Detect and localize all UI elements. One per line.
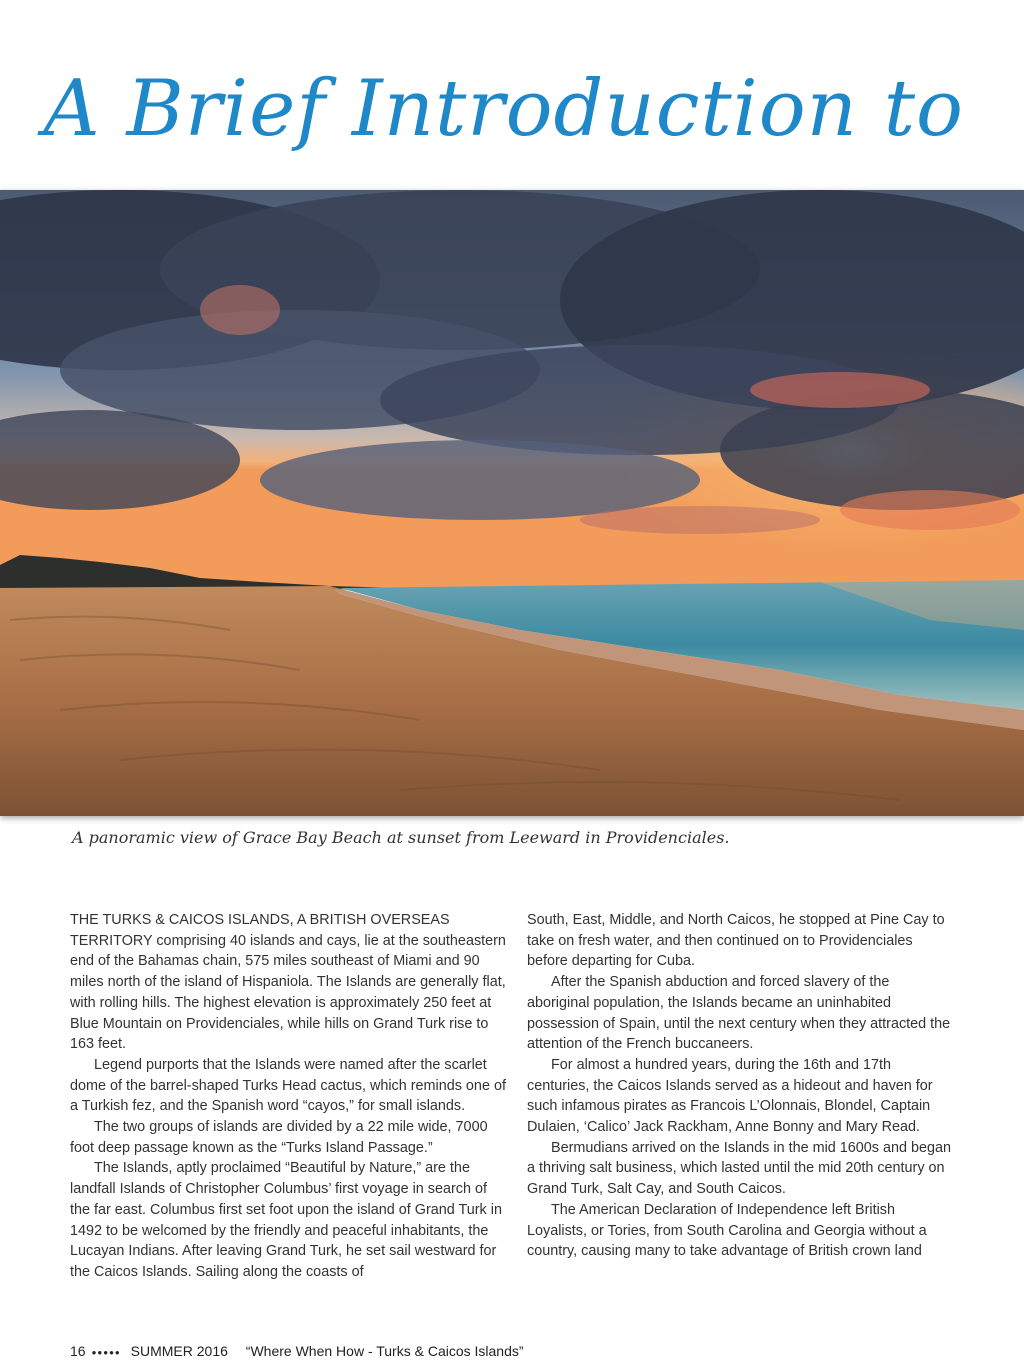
issue-label: SUMMER 2016 bbox=[130, 1343, 228, 1359]
paragraph: Legend purports that the Islands were named after the scarlet dome of the barrel-shaped Turks Head cactus, which reminds one of a Turkish fez, and the Spanish word “cayos,” for small islands. bbox=[70, 1056, 506, 1115]
paragraph: THE TURKS & CAICOS ISLANDS, A BRITISH OVERSEAS TERRITORY comprising 40 islands and cays, lie at the southeastern end of the Bahamas chain, 575 miles southeast of Miami and 90 miles north of the island of Hispaniola. The Islands are generally flat, with rolling hills. The highest elevation is approximately 250 feet at Blue Mountain on Providenciales, while hills on Grand Turk rise to 163 feet. bbox=[70, 912, 506, 1053]
page-footer bbox=[70, 1343, 530, 1359]
separator-dots: ●●●●● bbox=[91, 1347, 121, 1357]
paragraph: For almost a hundred years, during the 16th and 17th centuries, the Caicos Islands served as a hideout and haven for such infamous pirates as Francois L’Olonnais, Blondel, Captain Dulaien, ‘Calico’ Jack Rackham, Anne Bonny and Mary Read. bbox=[527, 1056, 933, 1136]
article-column-right bbox=[527, 910, 953, 1262]
article-column-left bbox=[70, 910, 506, 1283]
paragraph: Bermudians arrived on the Islands in the mid 1600s and began a thriving salt business, which lasted until the mid 20th century on Grand Turk, Salt Cay, and South Caicos. bbox=[527, 1139, 951, 1198]
paragraph: After the Spanish abduction and forced slavery of the aboriginal population, the Islands became an uninhabited possession of Spain, until the next century when they attracted the attention of the French buccaneers. bbox=[527, 974, 951, 1053]
photo-caption: A panoramic view of Grace Bay Beach at sunset from Leeward in Providenciales. bbox=[72, 828, 730, 847]
beach-sunset-photo bbox=[0, 190, 1024, 816]
paragraph: The American Declaration of Independence left British Loyalists, or Tories, from South Carolina and Georgia without a country, causing many to take advantage of British crown land bbox=[527, 1201, 927, 1260]
paragraph: South, East, Middle, and North Caicos, he stopped at Pine Cay to take on fresh water, and then continued on to Providenciales before departing for Cuba. bbox=[527, 912, 945, 970]
paragraph: The Islands, aptly proclaimed “Beautiful by Nature,” are the landfall Islands of Christopher Columbus’ first voyage in search of the far east. Columbus first set foot upon the island of Grand Turk in 1492 to be welcomed by the friendly and peaceful inhabitants, the Lucayan Indians. After leaving Grand Turk, he set sail westward for the Caicos Islands. Sailing along the coasts of bbox=[70, 1160, 502, 1280]
article-title: A Brief Introduction to bbox=[43, 64, 964, 154]
paragraph: The two groups of islands are divided by a 22 mile wide, 7000 foot deep passage known as the “Turks Island Passage.” bbox=[70, 1119, 488, 1156]
page-number: 16 bbox=[70, 1343, 86, 1359]
publication-name: “Where When How - Turks & Caicos Islands” bbox=[245, 1343, 524, 1359]
